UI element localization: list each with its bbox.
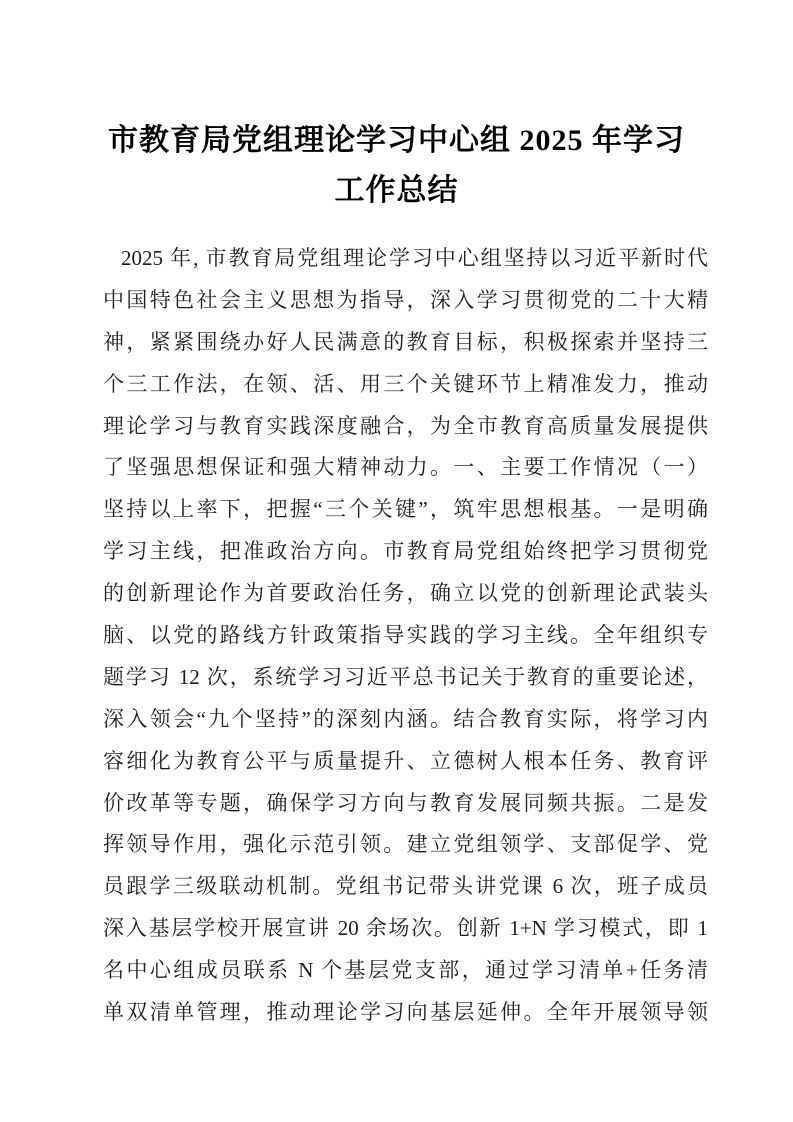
document-title [0,0,793,216]
body-line: 深入基层学校开展宣讲 20 余场次。创新 1+N 学习模式，即 1 [103,916,708,941]
document-body-paragraph [0,238,793,1034]
body-line: 坚持以上率下，把握“三个关键”，筑牢思想根基。一是明确 [103,497,708,522]
body-line: 容细化为教育公平与质量提升、立德树人根本任务、教育评 [103,748,708,773]
body-line: 价改革等专题，确保学习方向与教育发展同频共振。二是发 [103,790,708,815]
body-line: 中国特色社会主义思想为指导，深入学习贯彻党的二十大精 [103,287,708,312]
body-line: 神，紧紧围绕办好人民满意的教育目标，积极探索并坚持三 [103,329,708,354]
body-line: 挥领导作用，强化示范引领。建立党组领学、支部促学、党 [103,832,708,857]
body-line: 单双清单管理，推动理论学习向基层延伸。全年开展领导领 [103,1000,708,1025]
body-line: 员跟学三级联动机制。党组书记带头讲党课 6 次，班子成员 [103,874,708,899]
body-line: 脑、以党的路线方针政策指导实践的学习主线。全年组织专 [103,623,708,648]
body-line: 了坚强思想保证和强大精神动力。一、主要工作情况（一） [103,455,708,480]
body-line: 深入领会“九个坚持”的深刻内涵。结合教育实际，将学习内 [103,706,708,731]
body-line: 理论学习与教育实践深度融合，为全市教育高质量发展提供 [103,413,708,438]
body-line: 2025 年, 市教育局党组理论学习中心组坚持以习近平新时代 [121,246,708,270]
body-line: 学习主线，把准政治方向。市教育局党组始终把学习贯彻党 [103,539,708,564]
body-line: 题学习 12 次，系统学习习近平总书记关于教育的重要论述， [103,664,708,689]
body-line: 名中心组成员联系 N 个基层党支部，通过学习清单+任务清 [103,958,708,983]
title-line-2: 工作总结 [334,174,459,207]
body-line: 的创新理论作为首要政治任务，确立以党的创新理论武装头 [103,581,708,606]
title-line-1: 市教育局党组理论学习中心组 2025 年学习 [108,124,685,157]
body-line: 个三工作法，在领、活、用三个关键环节上精准发力，推动 [103,371,708,396]
